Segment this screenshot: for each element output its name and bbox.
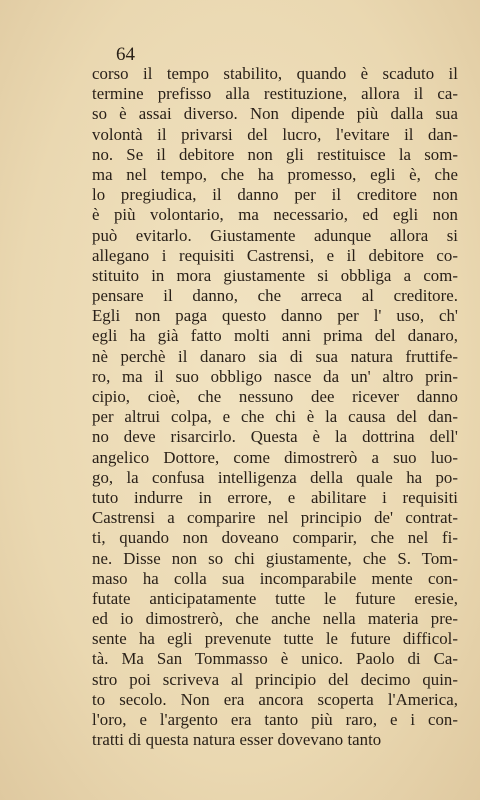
text-line: so è assai diverso. Non dipende più dalla sua (92, 104, 458, 124)
text-line: è più volontario, ma necessario, ed egli non (92, 205, 458, 225)
text-line: ti, quando non doveano comparir, che nel fi- (92, 528, 458, 548)
text-line: allegano i requisiti Castrensi, e il debitore co- (92, 245, 458, 265)
text-line: futate anticipatamente tutte le future eresie, (92, 588, 458, 608)
text-line: Castrensi a comparire nel principio de' contrat- (92, 508, 458, 528)
text-line: l'oro, e l'argento era tanto più raro, e i con- (92, 710, 458, 729)
text-line: tuto indurre in errore, e abilitare i requisiti (92, 487, 458, 507)
body-text (92, 64, 458, 750)
text-line: per altrui colpa, e che chi è la causa del dan- (92, 407, 458, 427)
text-line: ro, ma il suo obbligo nasce da un' altro prin- (92, 366, 458, 386)
text-line: no. Se il debitore non gli restituisce la som- (92, 144, 458, 164)
text-line: volontà il privarsi del lucro, l'evitare il dan- (92, 124, 458, 144)
text-line: Egli non paga questo danno per l' uso, ch' (92, 306, 458, 326)
text-line: go, la confusa intelligenza della quale ha po- (92, 467, 458, 487)
text-line: nè perchè il danaro sia di sua natura fruttife- (92, 346, 458, 366)
text-line: corso il tempo stabilito, quando è scaduto il (92, 64, 458, 83)
text-line: to secolo. Non era ancora scoperta l'America, (92, 689, 458, 709)
text-line: stituito in mora giustamente si obbliga a com- (92, 265, 458, 285)
text-line: egli ha già fatto molti anni prima del danaro, (92, 326, 458, 346)
text-line: no deve risarcirlo. Questa è la dottrina dell' (92, 427, 458, 447)
text-line: ed io dimostrerò, che anche nella materia pre- (92, 609, 458, 629)
text-line: ma nel tempo, che ha promesso, egli è, che (92, 164, 458, 184)
text-line: stro poi scriveva al principio del decimo quin- (92, 669, 458, 689)
text-line: può evitarlo. Giustamente adunque allora si (92, 225, 458, 245)
text-line: angelico Dottore, come dimostrerò a suo luo- (92, 447, 458, 467)
text-line: pensare il danno, che arreca al creditore. (92, 286, 458, 306)
text-line: maso ha colla sua incomparabile mente con- (92, 568, 458, 588)
text-line: ne. Disse non so chi giustamente, che S. Tom- (92, 548, 458, 568)
text-line: tratti di questa natura esser dovevano tanto (92, 730, 382, 750)
text-line: lo pregiudica, il danno per il creditore non (92, 185, 458, 205)
text-line: sente ha egli prevenute tutte le future difficol- (92, 629, 458, 649)
text-line: cipio, cioè, che nessuno dee ricever danno (92, 387, 458, 406)
page-number: 64 (116, 44, 135, 65)
text-line: tà. Ma San Tommasso è unico. Paolo di Ca- (92, 649, 458, 669)
text-line: termine prefisso alla restituzione, allora il ca- (92, 84, 458, 104)
